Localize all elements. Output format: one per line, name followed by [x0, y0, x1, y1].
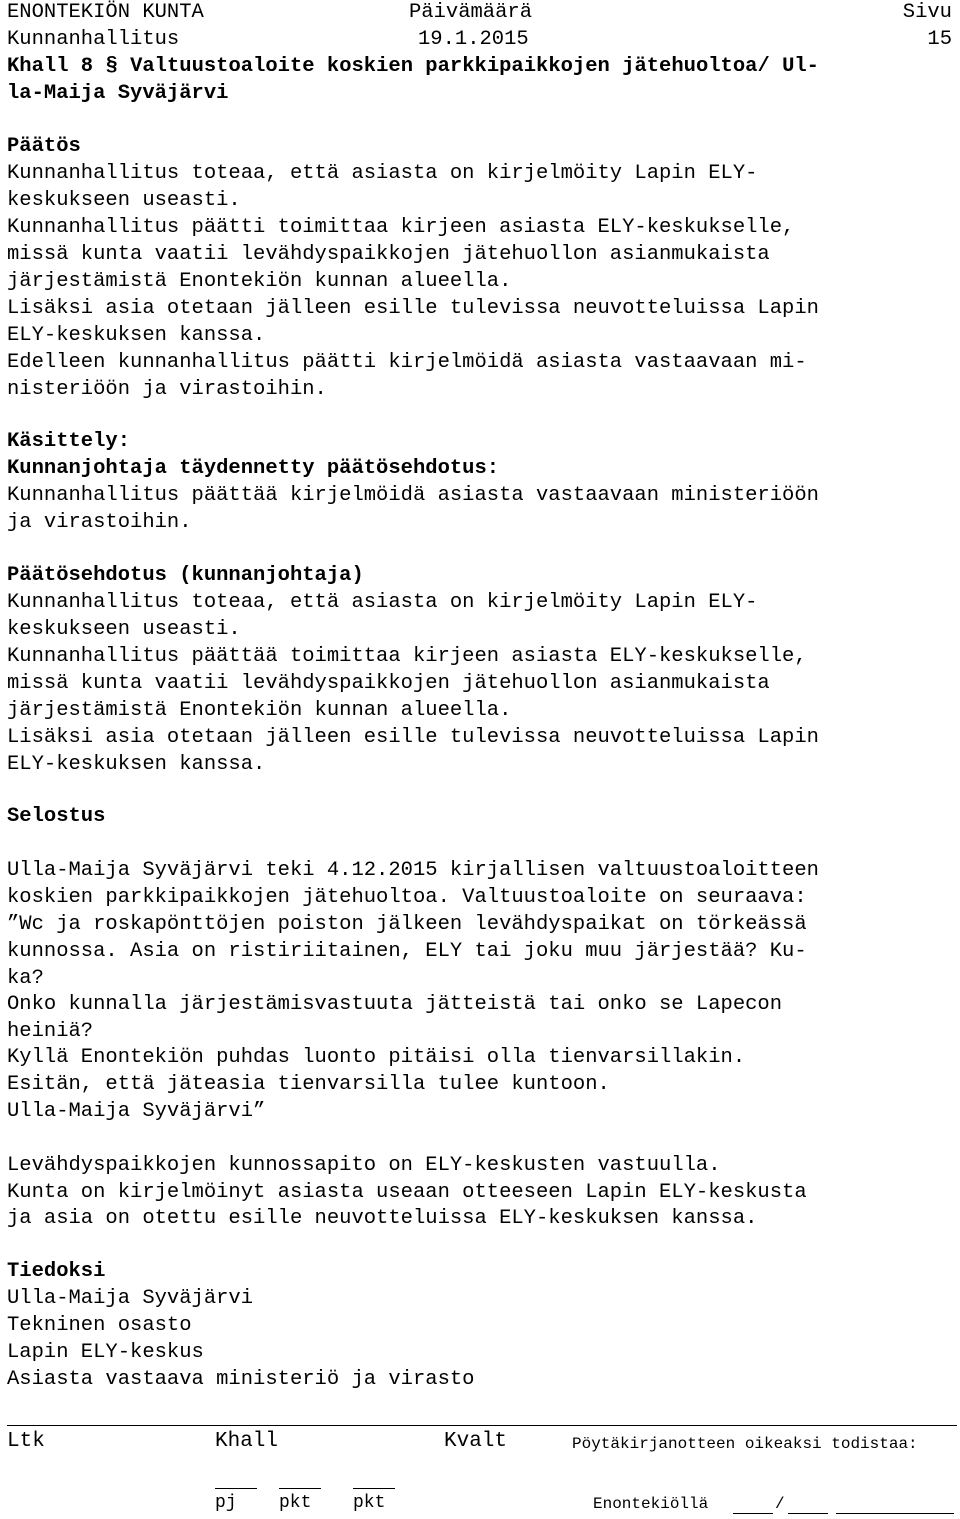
- footer-ltk: Ltk: [7, 1430, 45, 1453]
- background-line: Kunta on kirjelmöinyt asiasta useaan otteeseen Lapin ELY-keskusta: [7, 1181, 807, 1204]
- background-line: heiniä?: [7, 1020, 94, 1043]
- decision-line: nisteriöön ja virastoihin.: [7, 378, 327, 401]
- decision-heading: Päätös: [7, 135, 81, 158]
- background-line: Ulla-Maija Syväjärvi teki 4.12.2015 kirjallisen valtuustoaloitteen: [7, 859, 819, 882]
- organization-name: ENONTEKIÖN KUNTA: [7, 1, 204, 24]
- handling-line: ja virastoihin.: [7, 511, 192, 534]
- background-line: Esitän, että jäteasia tienvarsilla tulee kuntoon.: [7, 1073, 610, 1096]
- proposal-heading: Päätösehdotus (kunnanjohtaja): [7, 564, 364, 587]
- decision-line: Lisäksi asia otetaan jälleen esille tulevissa neuvotteluissa Lapin: [7, 297, 819, 320]
- notify-heading: Tiedoksi: [7, 1260, 106, 1283]
- footer-place: Enontekiöllä: [593, 1495, 709, 1513]
- footer-khall: Khall: [215, 1430, 279, 1453]
- footer-pkt: pkt: [353, 1493, 386, 1513]
- notify-recipient: Lapin ELY-keskus: [7, 1341, 204, 1364]
- date-label: Päivämäärä: [409, 1, 533, 24]
- background-line: kunnossa. Asia on ristiriitainen, ELY tai joku muu järjestää? Ku-: [7, 940, 807, 963]
- background-line: Kyllä Enontekiön puhdas luonto pitäisi olla tienvarsillakin.: [7, 1046, 746, 1069]
- decision-line: Kunnanhallitus päätti toimittaa kirjeen asiasta ELY-keskukselle,: [7, 216, 795, 239]
- decision-line: missä kunta vaatii levähdyspaikkojen jätehuollon asianmukaista: [7, 243, 770, 266]
- footer-date-slash: /: [775, 1495, 785, 1513]
- body-name: Kunnanhallitus: [7, 28, 180, 51]
- decision-line: Edelleen kunnanhallitus päätti kirjelmöidä asiasta vastaavaan mi-: [7, 351, 807, 374]
- decision-line: Kunnanhallitus toteaa, että asiasta on kirjelmöity Lapin ELY-: [7, 162, 758, 185]
- signature-blank: [836, 1513, 954, 1514]
- date-blank-month: [788, 1513, 828, 1514]
- proposal-line: Lisäksi asia otetaan jälleen esille tulevissa neuvotteluissa Lapin: [7, 726, 819, 749]
- item-title-line-2: la-Maija Syväjärvi: [7, 82, 229, 105]
- proposal-line: missä kunta vaatii levähdyspaikkojen jätehuollon asianmukaista: [7, 672, 770, 695]
- proposal-line: Kunnanhallitus päättää toimittaa kirjeen asiasta ELY-keskukselle,: [7, 645, 807, 668]
- proposal-line: keskukseen useasti.: [7, 618, 241, 641]
- page-label: Sivu: [902, 1, 952, 24]
- background-line: ”Wc ja roskapönttöjen poiston jälkeen levähdyspaikat on törkeässä: [7, 913, 807, 936]
- background-line: ja asia on otettu esille neuvotteluissa ELY-keskuksen kanssa.: [7, 1207, 758, 1230]
- footer-certify-label: Pöytäkirjanotteen oikeaksi todistaa:: [572, 1435, 918, 1453]
- decision-line: järjestämistä Enontekiön kunnan alueella.: [7, 270, 512, 293]
- footer-kvalt: Kvalt: [444, 1430, 508, 1453]
- background-line: Levähdyspaikkojen kunnossapito on ELY-keskusten vastuulla.: [7, 1154, 721, 1177]
- section-symbol: §: [105, 55, 118, 78]
- meeting-date: 19.1.2015: [418, 28, 529, 51]
- proposal-line: ELY-keskuksen kanssa.: [7, 753, 266, 776]
- notify-recipient: Ulla-Maija Syväjärvi: [7, 1287, 254, 1310]
- handling-heading: Käsittely:: [7, 430, 131, 453]
- background-line: Ulla-Maija Syväjärvi”: [7, 1100, 266, 1123]
- footer-pj: pj: [215, 1493, 237, 1513]
- handling-line: Kunnanhallitus päättää kirjelmöidä asiasta vastaavaan ministeriöön: [7, 484, 819, 507]
- document-header: [7, 0, 954, 54]
- background-line: ka?: [7, 967, 44, 990]
- decision-line: ELY-keskuksen kanssa.: [7, 324, 266, 347]
- decision-line: keskukseen useasti.: [7, 189, 241, 212]
- item-title: [7, 54, 819, 81]
- date-blank-day: [733, 1513, 773, 1514]
- item-number: Khall 8: [7, 55, 94, 78]
- signature-line-pkt-2: [353, 1488, 395, 1489]
- footer-pkt: pkt: [279, 1493, 312, 1513]
- background-line: Onko kunnalla järjestämisvastuuta jätteistä tai onko se Lapecon: [7, 993, 783, 1016]
- signature-line-pj: [215, 1488, 257, 1489]
- background-heading: Selostus: [7, 805, 106, 828]
- notify-recipient: Asiasta vastaava ministeriö ja virasto: [7, 1368, 475, 1391]
- proposal-line: järjestämistä Enontekiön kunnan alueella.: [7, 699, 512, 722]
- handling-subheading: Kunnanjohtaja täydennetty päätösehdotus:: [7, 457, 500, 480]
- page-number: 15: [927, 28, 952, 51]
- proposal-line: Kunnanhallitus toteaa, että asiasta on kirjelmöity Lapin ELY-: [7, 591, 758, 614]
- notify-recipient: Tekninen osasto: [7, 1314, 192, 1337]
- item-title-line-1: Valtuustoaloite koskien parkkipaikkojen jätehuoltoa/ Ul-: [130, 55, 819, 78]
- footer-divider: [7, 1425, 957, 1426]
- signature-line-pkt-1: [279, 1488, 321, 1489]
- background-line: koskien parkkipaikkojen jätehuoltoa. Valtuustoaloite on seuraava:: [7, 886, 807, 909]
